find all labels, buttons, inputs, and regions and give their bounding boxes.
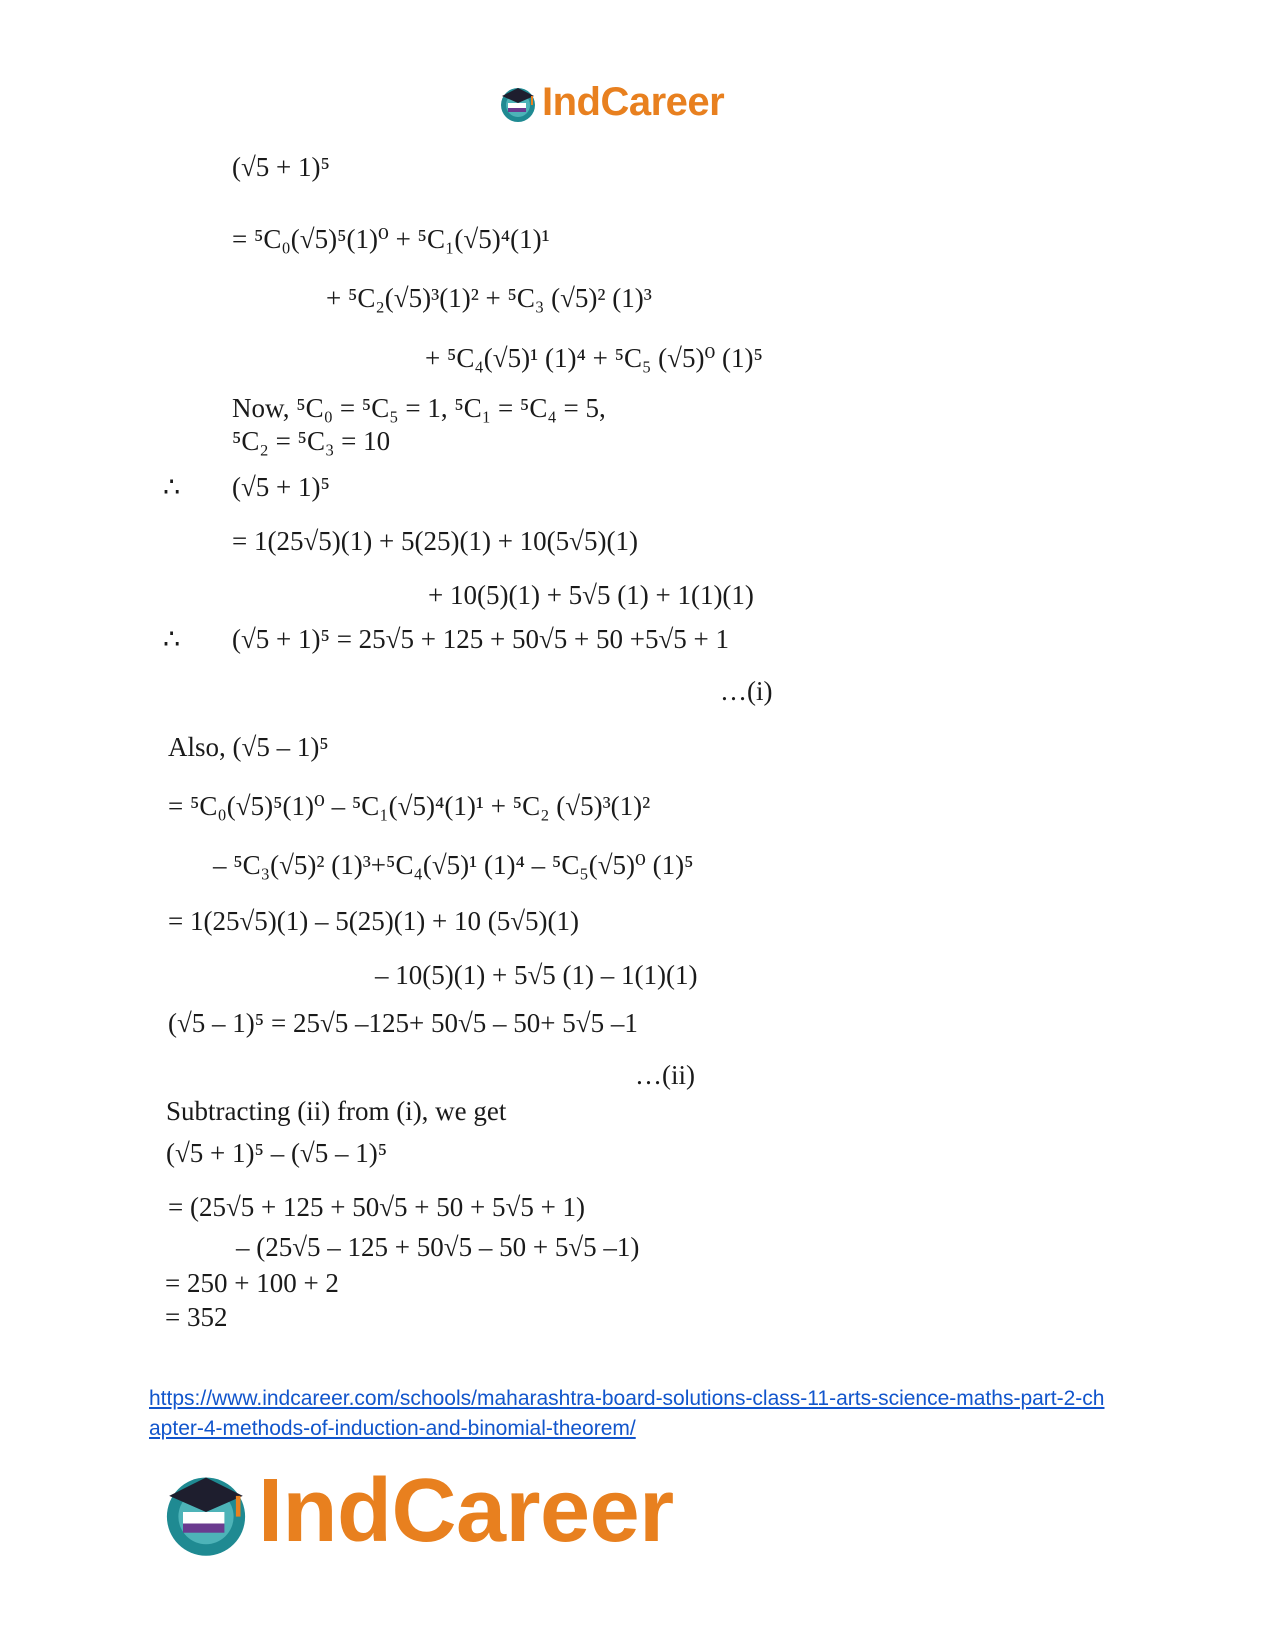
math-line: – (25√5 – 125 + 50√5 – 50 + 5√5 –1) (236, 1232, 640, 1262)
math-line: Subtracting (ii) from (i), we get (166, 1096, 507, 1126)
math-line: + 10(5)(1) + 5√5 (1) + 1(1)(1) (428, 580, 754, 610)
math-line: = ⁵C₀(√5)⁵(1)⁰ + ⁵C₁(√5)⁴(1)¹ (232, 224, 550, 254)
math-line: – ⁵C₃(√5)² (1)³+⁵C₄(√5)¹ (1)⁴ – ⁵C₅(√5)⁰ (1)⁵ (213, 850, 694, 880)
graduation-cap-icon (160, 1466, 252, 1558)
brand-name: IndCareer (542, 80, 725, 124)
therefore-symbol: ∴ (163, 472, 181, 502)
header-logo (498, 80, 724, 125)
math-line: = 1(25√5)(1) – 5(25)(1) + 10 (5√5)(1) (168, 906, 579, 936)
footer-logo (160, 1460, 674, 1563)
math-line: – 10(5)(1) + 5√5 (1) – 1(1)(1) (375, 960, 698, 990)
brand-name: IndCareer (258, 1461, 674, 1561)
math-line: (√5 + 1)⁵ = 25√5 + 125 + 50√5 + 50 +5√5 + 1 (232, 624, 730, 654)
math-line: ⁵C₂ = ⁵C₃ = 10 (232, 426, 391, 456)
source-link[interactable]: https://www.indcareer.com/schools/maharashtra-board-solutions-class-11-arts-science-maths-part-2-chapter-4-methods-of-induction-and-binomial-theorem/ (149, 1387, 1105, 1440)
math-line: = (25√5 + 125 + 50√5 + 50 + 5√5 + 1) (168, 1192, 586, 1222)
math-line: = 250 + 100 + 2 (165, 1268, 339, 1298)
math-line: (√5 + 1)⁵ (232, 152, 330, 182)
math-line: + ⁵C₂(√5)³(1)² + ⁵C₃ (√5)² (1)³ (326, 283, 652, 313)
math-line: (√5 + 1)⁵ – (√5 – 1)⁵ (166, 1138, 388, 1168)
math-line: = 352 (165, 1302, 228, 1332)
equation-label: …(i) (720, 676, 773, 706)
math-line: = 1(25√5)(1) + 5(25)(1) + 10(5√5)(1) (232, 526, 638, 556)
math-line: (√5 + 1)⁵ (232, 472, 330, 502)
math-line: (√5 – 1)⁵ = 25√5 –125+ 50√5 – 50+ 5√5 –1 (168, 1008, 638, 1038)
math-line: = ⁵C₀(√5)⁵(1)⁰ – ⁵C₁(√5)⁴(1)¹ + ⁵C₂ (√5)³(1)² (168, 791, 651, 821)
math-line: Also, (√5 – 1)⁵ (168, 732, 329, 762)
math-line: Now, ⁵C₀ = ⁵C₅ = 1, ⁵C₁ = ⁵C₄ = 5, (232, 393, 606, 423)
graduation-cap-icon (498, 83, 538, 123)
equation-label: …(ii) (635, 1060, 695, 1090)
therefore-symbol: ∴ (163, 624, 181, 654)
math-line: + ⁵C₄(√5)¹ (1)⁴ + ⁵C₅ (√5)⁰ (1)⁵ (425, 343, 763, 373)
